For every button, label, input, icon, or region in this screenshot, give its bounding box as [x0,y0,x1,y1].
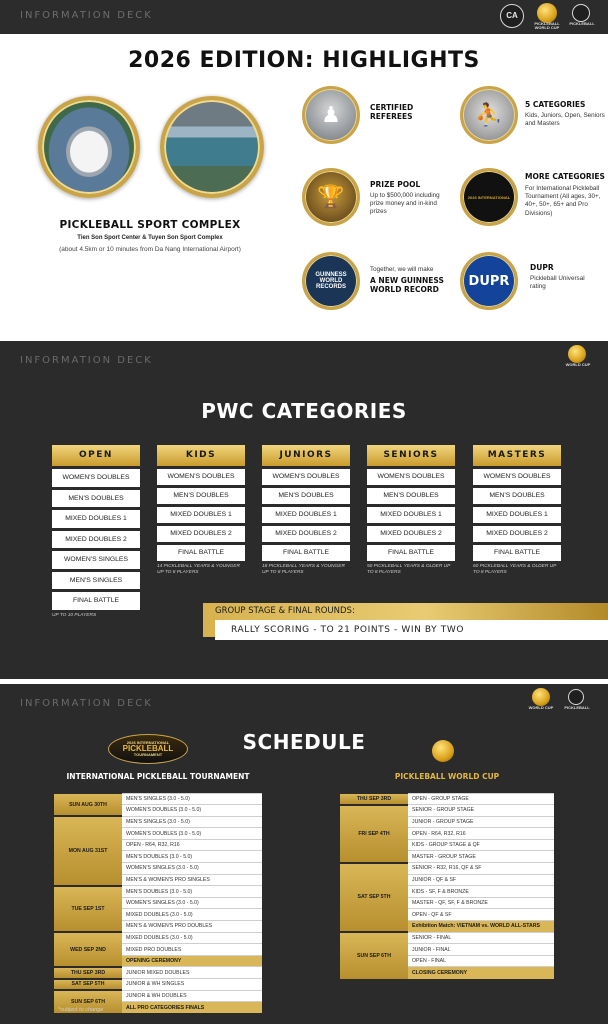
category-juniors [262,445,350,576]
schedule-event: JUNIOR & WH DOUBLES [122,990,262,1002]
event-item: MIXED DOUBLES 2 [473,526,561,542]
intl-tournament-logo [572,4,590,22]
pwc-logo-text: WORLD CUP [565,362,591,367]
referee-icon: ♟ [302,86,360,144]
venue-subtitle: Tien Son Sport Center & Tuyen Son Sport Complex [77,235,223,241]
schedule-event: OPEN - R64, R32, R16 [408,828,554,840]
schedule-day: MON AUG 31ST [54,816,122,886]
page-title: PWC CATEGORIES [201,399,407,423]
schedule-row [340,805,554,817]
pickleball-world-cup-logo [537,3,557,23]
rules-text-box [215,620,608,640]
event-item: MIXED DOUBLES 1 [367,507,455,523]
schedule-event: MASTER - QF, SF, F & BRONZE [408,897,554,909]
players-icon: ⛹ [460,86,518,144]
venue-distance: (about 4.5km or 10 minutes from Da Nang International Airport) [59,246,241,253]
dupr-icon: DUPR [460,252,518,310]
schedule-highlight-event: ALL PRO CATEGORIES FINALS [122,1002,262,1014]
schedule-event: OPEN - QF & SF [408,909,554,921]
schedule-row [54,793,262,805]
schedule-event: SENIOR - R32, R16, QF & SF [408,863,554,875]
schedule-event: WOMEN'S SINGLES (3.0 - 5.0) [122,897,262,909]
schedule-event: JUNIOR - QF & SF [408,874,554,886]
event-item: WOMEN'S DOUBLES [367,469,455,485]
schedule-row [340,932,554,944]
category-header: KIDS [157,445,245,466]
schedule-row [54,967,262,979]
intl-logo-text: PICKLEBALL [564,705,590,710]
schedule-day: SUN SEP 6TH [340,932,408,978]
tournament-logo-icon: 2026 INTERNATIONAL [460,168,518,226]
category-header: JUNIORS [262,445,350,466]
schedule-day: WED SEP 2ND [54,932,122,967]
schedule-event: MEN'S DOUBLES (3.0 - 5.0) [122,851,262,863]
event-item: FINAL BATTLE [367,545,455,561]
schedule-day: SUN SEP 6TH [54,990,122,1013]
guinness-icon: GUINNESS WORLD RECORDS [302,252,360,310]
event-item: MEN'S DOUBLES [473,488,561,504]
page-title: SCHEDULE [242,730,366,754]
schedule-day: SAT SEP 5TH [54,979,122,991]
schedule-event: MEN'S DOUBLES (3.0 - 5.0) [122,886,262,898]
deck-label: INFORMATION DECK [20,698,153,709]
schedule-event: MEN'S & WOMEN'S PRO DOUBLES [122,921,262,933]
category-open [52,445,140,618]
schedule-event: JUNIOR & WH SINGLES [122,979,262,991]
event-item: WOMEN'S SINGLES [52,551,140,569]
right-schedule-table [340,792,554,979]
event-item: FINAL BATTLE [157,545,245,561]
feature-title-guinness: A NEW GUINNESS WORLD RECORD [370,276,444,294]
intl-logo-text: PICKLEBALL [569,21,595,26]
schedule-day: FRI SEP 4TH [340,805,408,863]
schedule-day: TUE SEP 1ST [54,886,122,932]
event-item: WOMEN'S DOUBLES [473,469,561,485]
event-item: MIXED DOUBLES 1 [473,507,561,523]
stadium-photo [38,96,140,198]
feature-title-referees: CERTIFIED REFEREES [370,103,414,121]
schedule-highlight-event: CLOSING CEREMONY [408,967,554,979]
event-item: FINAL BATTLE [262,545,350,561]
schedule-event: WOMEN'S SINGLES (3.0 - 5.0) [122,863,262,875]
schedule-highlight-event: Exhibition Match: VIETNAM vs. WORLD ALL-STARS [408,921,554,933]
rules-heading: GROUP STAGE & FINAL ROUNDS: [215,606,355,616]
category-note: 18 PICKLEBALL YEARS & YOUNGER UP TO 8 PLAYERS [262,564,345,575]
monogram-logo: CA [500,4,524,28]
rules-text: RALLY SCORING - TO 21 POINTS - WIN BY TWO [231,625,465,635]
schedule-event: MASTER - GROUP STAGE [408,851,554,863]
schedule-event: KIDS - GROUP STAGE & QF [408,839,554,851]
event-item: MEN'S DOUBLES [157,488,245,504]
schedule-row [54,990,262,1002]
event-item: MEN'S DOUBLES [52,490,140,508]
schedule-day: SAT SEP 5TH [340,863,408,933]
event-item: MIXED DOUBLES 1 [262,507,350,523]
slide-header-bar [0,0,608,34]
schedule-event: WOMEN'S DOUBLES (3.0 - 5.0) [122,828,262,840]
event-item: WOMEN'S DOUBLES [262,469,350,485]
schedule-row [340,793,554,805]
event-item: MIXED DOUBLES 2 [367,526,455,542]
event-item: MEN'S SINGLES [52,572,140,590]
feature-title-categories: 5 CATEGORIES [525,100,586,109]
event-item: MIXED DOUBLES 1 [52,510,140,528]
right-schedule-heading: PICKLEBALL WORLD CUP [394,772,500,781]
schedule-event: SENIOR - FINAL [408,932,554,944]
page-title: 2026 EDITION: HIGHLIGHTS [128,48,480,73]
category-note: UP TO 10 PLAYERS [52,612,97,618]
schedule-row [54,932,262,944]
left-schedule-table [54,792,262,1013]
deck-label: INFORMATION DECK [20,355,153,366]
event-item: MEN'S DOUBLES [367,488,455,504]
feature-desc-categories: Kids, Juniors, Open, Seniors and Masters [525,112,605,128]
schedule-event: MEN'S & WOMEN'S PRO SINGLES [122,874,262,886]
schedule-event: JUNIOR MIXED DOUBLES [122,967,262,979]
feature-desc-dupr: Pickleball Universal rating [530,275,585,291]
category-kids [157,445,245,576]
category-note: 14 PICKLEBALL YEARS & YOUNGER UP TO 8 PLAYERS [157,564,240,575]
schedule-slide [0,684,608,1024]
feature-title-more-categories: MORE CATEGORIES [525,172,605,181]
category-seniors [367,445,455,576]
schedule-event: KIDS - SF, F & BRONZE [408,886,554,898]
highlights-slide [0,0,608,336]
category-header: MASTERS [473,445,561,466]
schedule-day: SUN AUG 30TH [54,793,122,816]
schedule-day: THU SEP 3RD [340,793,408,805]
deck-label: INFORMATION DECK [20,10,153,21]
event-item: MIXED DOUBLES 1 [157,507,245,523]
schedule-event: JUNIOR - FINAL [408,944,554,956]
schedule-row [54,816,262,828]
pwc-logo-text: WORLD CUP [528,705,554,710]
pickleball-world-cup-logo [568,345,586,363]
schedule-day: THU SEP 3RD [54,967,122,979]
event-item: FINAL BATTLE [473,545,561,561]
category-masters [473,445,561,576]
event-item: WOMEN'S DOUBLES [157,469,245,485]
pickleball-world-cup-logo [532,688,550,706]
schedule-event: MIXED PRO DOUBLES [122,944,262,956]
category-note: 60 PICKLEBALL YEARS & OLDER UP TO 8 PLAYERS [473,564,557,575]
category-note: 50 PICKLEBALL YEARS & OLDER UP TO 8 PLAYERS [367,564,451,575]
pwc-logo-text: PICKLEBALL WORLD CUP [534,21,560,31]
categories-slide [0,341,608,679]
event-item: MIXED DOUBLES 2 [52,531,140,549]
pickleball-world-cup-emblem [432,740,454,762]
schedule-event: MIXED DOUBLES (3.0 - 5.0) [122,909,262,921]
schedule-row [54,979,262,991]
left-schedule-heading: INTERNATIONAL PICKLEBALL TOURNAMENT [66,772,250,781]
schedule-event: SENIOR - GROUP STAGE [408,805,554,817]
event-item: FINAL BATTLE [52,592,140,610]
indoor-courts-photo [160,96,264,198]
schedule-event: OPEN - GROUP STAGE [408,793,554,805]
feature-desc-prize: Up to $500,000 including prize money and in-kind prizes [370,192,440,216]
feature-pre-guinness: Together, we will make [370,266,434,273]
event-item: MEN'S DOUBLES [262,488,350,504]
schedule-event: JUNIOR - GROUP STAGE [408,816,554,828]
schedule-event: MEN'S SINGLES (3.0 - 5.0) [122,816,262,828]
schedule-event: OPEN - FINAL [408,955,554,967]
event-item: MIXED DOUBLES 2 [262,526,350,542]
trophy-icon: 🏆 [302,168,360,226]
event-item: MIXED DOUBLES 2 [157,526,245,542]
feature-title-dupr: DUPR [530,263,554,272]
intl-tournament-emblem: 2026 INTERNATIONAL PICKLEBALL TOURNAMENT [108,734,188,764]
intl-tournament-logo [568,689,584,705]
schedule-event: MEN'S SINGLES (3.0 - 5.0) [122,793,262,805]
event-item: WOMEN'S DOUBLES [52,469,140,487]
schedule-event: MIXED DOUBLES (3.0 - 5.0) [122,932,262,944]
category-header: OPEN [52,445,140,466]
feature-desc-more-categories: For International Pickleball Tournament (All ages, 30+, 40+, 50+, 65+ and Pro Divisions) [525,185,601,217]
feature-title-prize: PRIZE POOL [370,180,421,189]
subject-to-change-note: *subject to change [58,1007,104,1013]
category-header: SENIORS [367,445,455,466]
schedule-event: WOMEN'S DOUBLES (3.0 - 5.0) [122,805,262,817]
venue-name: PICKLEBALL SPORT COMPLEX [59,219,241,231]
schedule-highlight-event: OPENING CEREMONY [122,955,262,967]
schedule-event: OPEN - R64, R32, R16 [122,839,262,851]
schedule-row [340,863,554,875]
schedule-row [54,886,262,898]
